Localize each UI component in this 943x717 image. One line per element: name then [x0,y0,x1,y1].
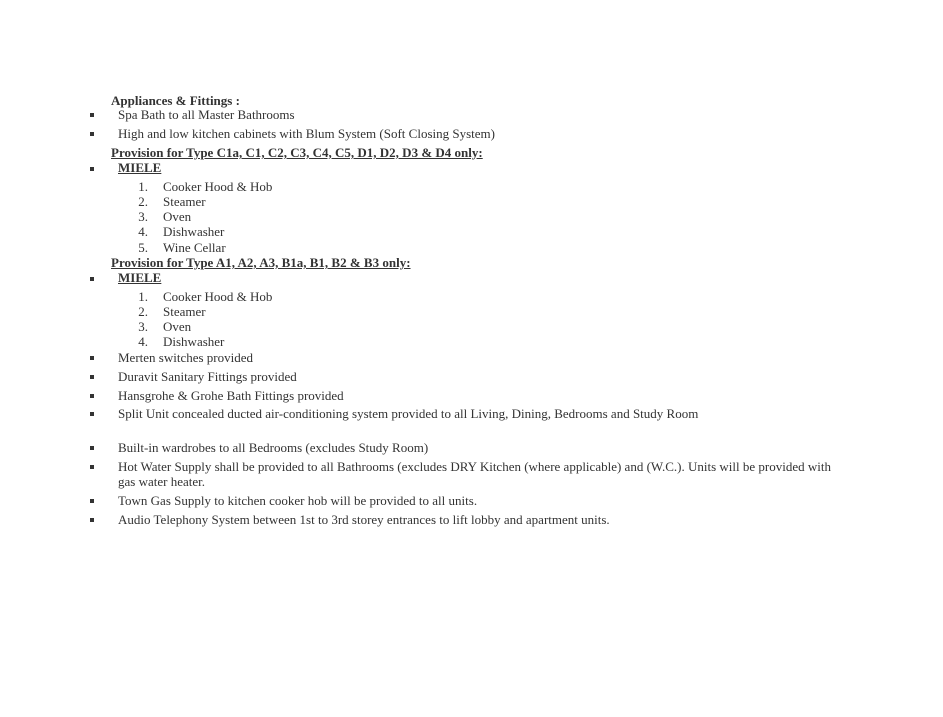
list-item: Audio Telephony System between 1st to 3rd storey entrances to lift lobby and apartment units. [118,512,610,527]
list-item: Hot Water Supply shall be provided to all Bathrooms (excludes DRY Kitchen (where applicable) and (W.C.). Units will be provided with gas water heater. [118,459,831,489]
list-item: Steamer [163,194,206,209]
bullet-icon [90,167,94,171]
list-item: Oven [163,209,192,224]
list-item: Oven [163,319,192,334]
bullet-icon [90,375,94,379]
list-item: Hansgrohe & Grohe Bath Fittings provided [118,388,344,403]
list-item: Merten switches provided [118,350,254,365]
list-item: Built-in wardrobes to all Bedrooms (excludes Study Room) [118,440,429,455]
list-item: Cooker Hood & Hob [163,179,273,194]
brand-label: MIELE [118,270,162,285]
provision-heading: Provision for Type A1, A2, A3, B1a, B1, B2 & B3 only: [111,255,411,270]
item-number: 2. [138,304,148,319]
bullet-icon [90,113,94,117]
bullet-icon [90,356,94,360]
bullet-icon [90,394,94,398]
bullet-icon [90,499,94,503]
list-item: Dishwasher [163,334,225,349]
list-item: Duravit Sanitary Fittings provided [118,369,297,384]
bullet-icon [90,446,94,450]
item-number: 3. [138,319,148,334]
item-number: 1. [138,289,148,304]
item-number: 2. [138,194,148,209]
item-number: 4. [138,334,148,349]
list-item: Dishwasher [163,224,225,239]
bullet-icon [90,465,94,469]
list-item: Cooker Hood & Hob [163,289,273,304]
bullet-icon [90,132,94,136]
item-number: 3. [138,209,148,224]
brand-label: MIELE [118,160,162,175]
section-heading: Appliances & Fittings : [111,93,240,108]
list-item: Split Unit concealed ducted air-conditioning system provided to all Living, Dining, Bedrooms and Study Room [118,406,699,421]
list-item: Spa Bath to all Master Bathrooms [118,107,295,122]
provision-heading: Provision for Type C1a, C1, C2, C3, C4, C5, D1, D2, D3 & D4 only: [111,145,483,160]
list-item: High and low kitchen cabinets with Blum System (Soft Closing System) [118,126,495,141]
item-number: 5. [138,240,148,255]
bullet-icon [90,518,94,522]
item-number: 1. [138,179,148,194]
bullet-icon [90,412,94,416]
item-number: 4. [138,224,148,239]
list-item: Wine Cellar [163,240,226,255]
list-item: Town Gas Supply to kitchen cooker hob will be provided to all units. [118,493,478,508]
list-item: Steamer [163,304,206,319]
bullet-icon [90,277,94,281]
